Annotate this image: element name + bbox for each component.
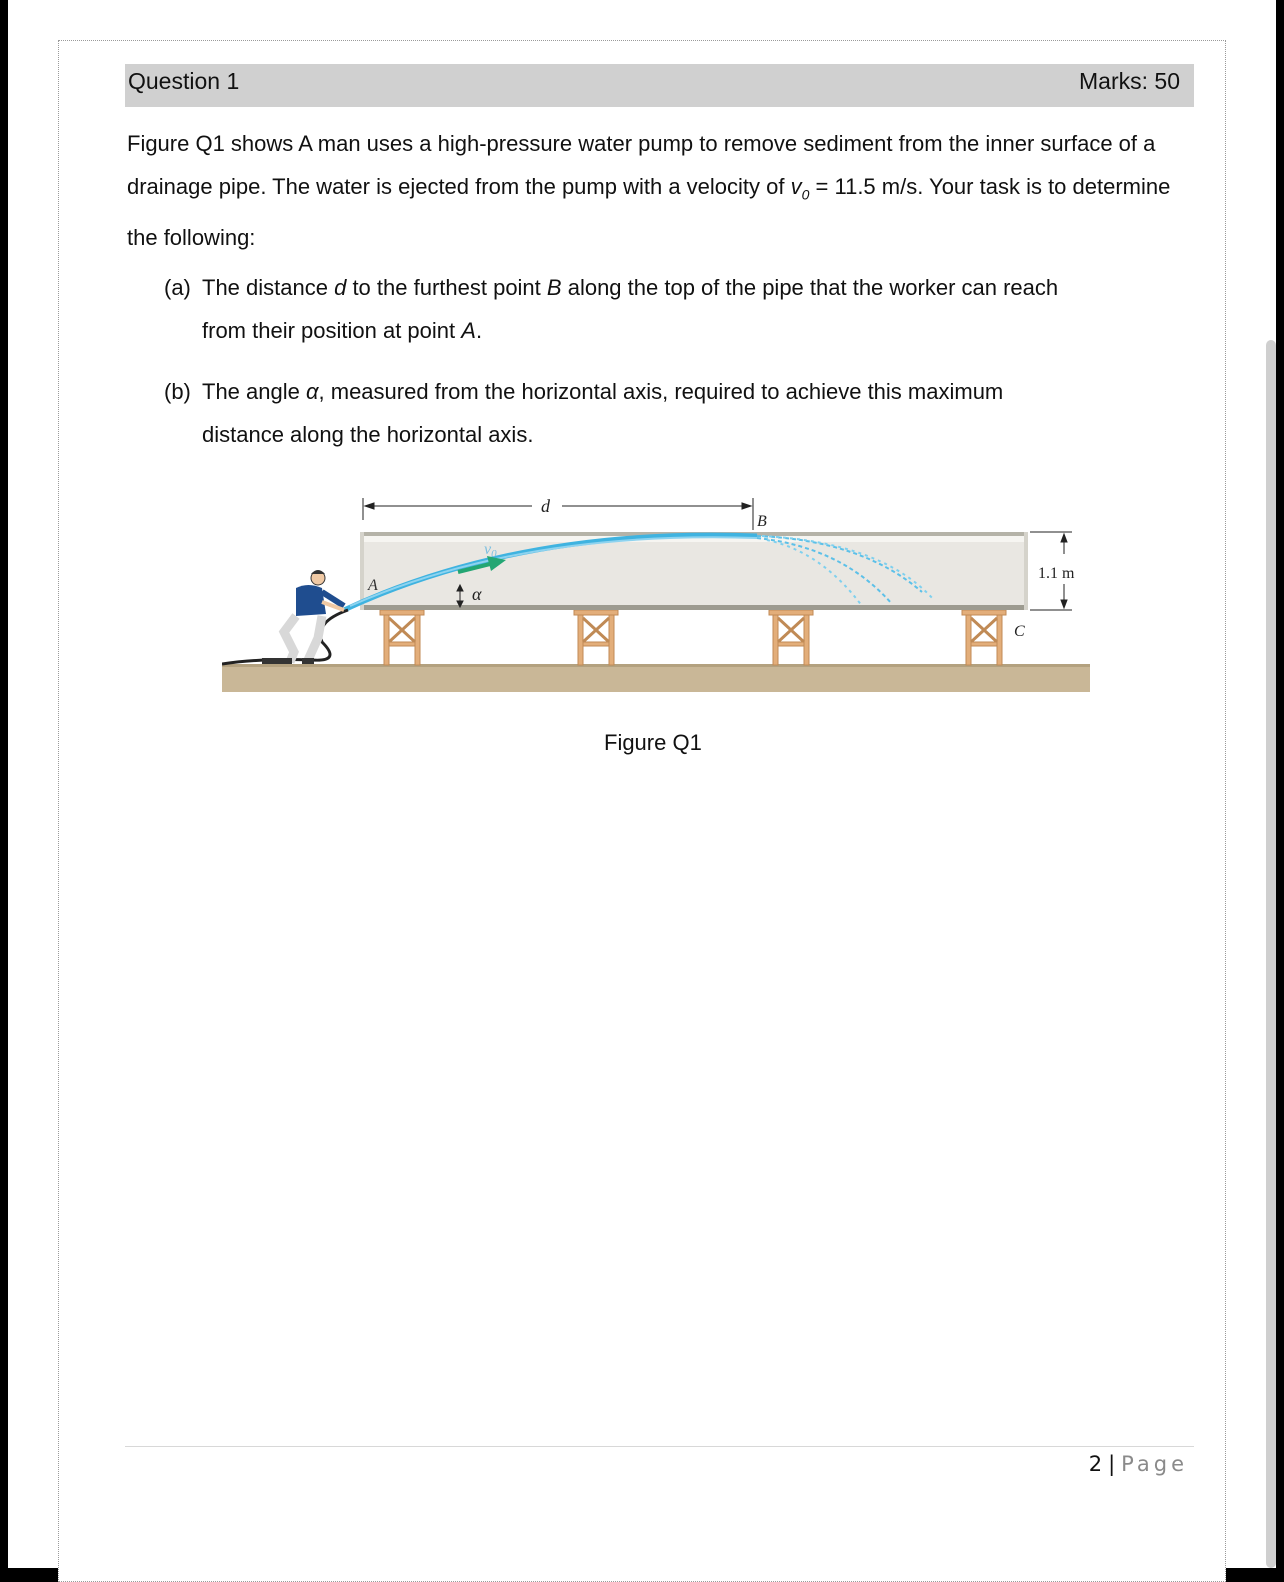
figure-caption: Figure Q1 — [604, 730, 702, 755]
part-b-label: (b) — [164, 379, 191, 404]
page-number: 2 | Page — [1088, 1452, 1188, 1476]
label-d: d — [541, 496, 550, 516]
intro-text-1: Figure Q1 shows A man uses a high-pressure water pump to remove sediment from the inner surface of a drainage pipe. The water is ejected from the pump with a velocity of — [127, 131, 1156, 199]
ground — [222, 666, 1090, 692]
symbol-b: B — [546, 275, 562, 300]
part-b: (b) The angle α, measured from the horizontal axis, required to achieve this maximum distance along the horizontal axis. — [164, 370, 1194, 456]
label-b: B — [757, 513, 767, 530]
symbol-alpha: α — [305, 379, 319, 404]
label-alpha: α — [472, 584, 482, 604]
label-c: C — [1014, 623, 1025, 640]
part-a: (a) The distance d to the furthest point B along the top of the pipe that the worker can reach from their position at point A. — [164, 266, 1194, 352]
label-v0: v0 — [484, 541, 497, 560]
scrollbar[interactable] — [1266, 340, 1276, 1568]
d-dimension — [363, 498, 753, 530]
figure-q1-diagram — [222, 492, 1092, 696]
label-height: 1.1 m — [1038, 565, 1075, 582]
footer-divider — [125, 1446, 1194, 1447]
question-header-bar — [125, 64, 1194, 107]
part-a-label: (a) — [164, 275, 191, 300]
symbol-d: d — [334, 275, 347, 300]
stands — [380, 610, 1006, 665]
question-marks: Marks: 50 — [1079, 68, 1180, 94]
label-a: A — [368, 577, 378, 594]
symbol-a: A — [461, 318, 476, 343]
intro-text-2: = 11.5 m/s. Your task is to determine the following: — [127, 174, 1171, 251]
question-title: Question 1 — [128, 68, 240, 94]
velocity-symbol: $v_0$ — [790, 174, 810, 203]
intro-paragraph — [127, 122, 1197, 259]
